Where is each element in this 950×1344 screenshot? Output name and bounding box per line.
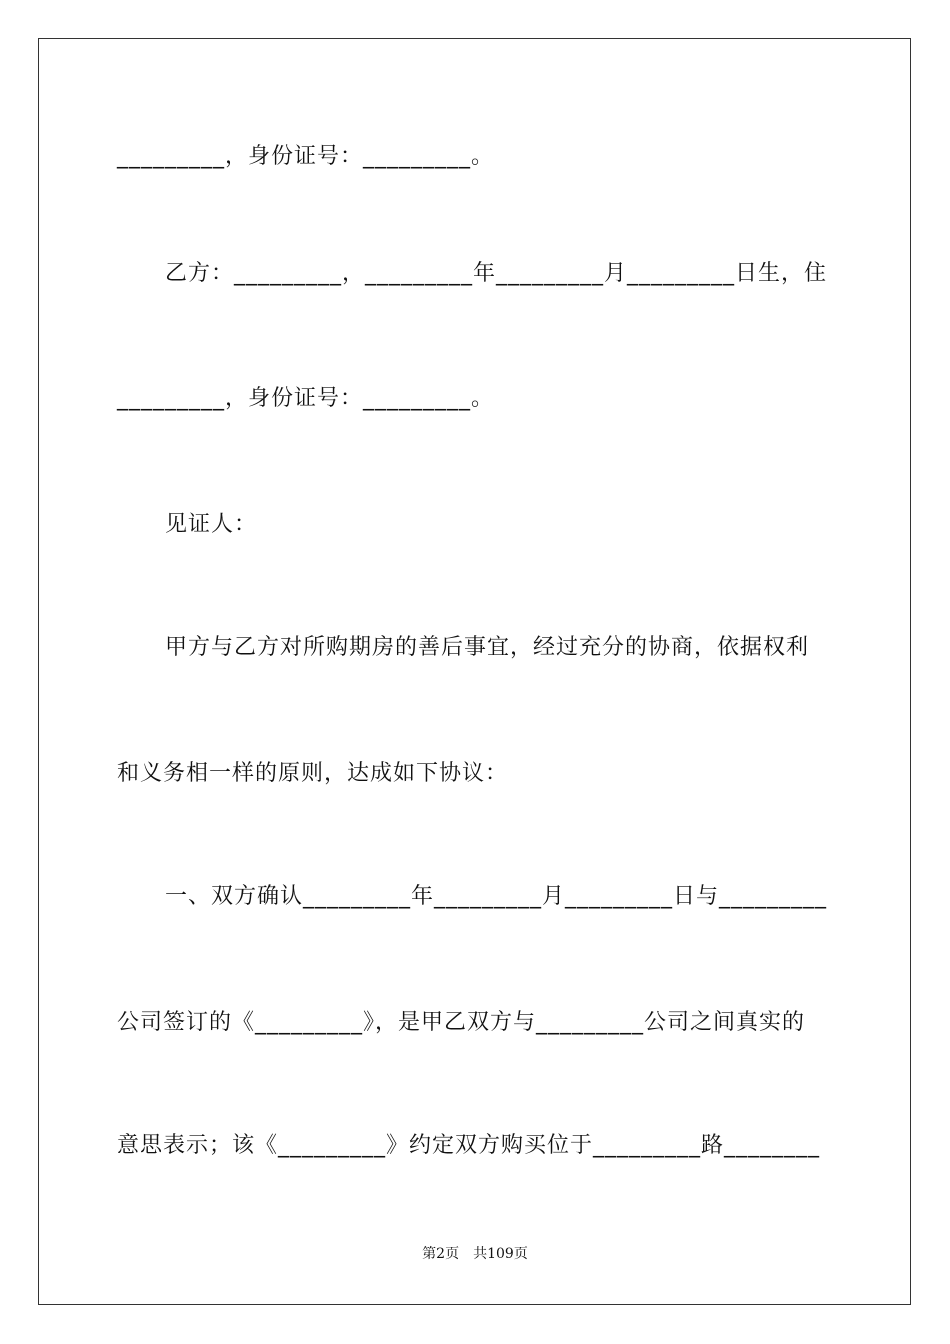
text-line-2-content: 乙方：_________，_________年_________月_________日生，住 [165,261,828,286]
text-line-4: 见证人： [165,512,258,537]
page-footer [0,1245,950,1263]
text-line-1: _________，身份证号：_________。 [117,144,495,169]
text-line-3: _________，身份证号：_________。 [117,386,495,411]
text-line-7: 一、双方确认_________年_________月_________日与_________ [165,884,828,909]
page-number: 第2页 [422,1246,460,1262]
text-line-8: 公司签订的《_________》，是甲乙双方与_________公司之间真实的 [117,1010,806,1035]
text-line-6: 和义务相一样的原则，达成如下协议： [117,761,509,786]
text-line-9: 意思表示；该《_________》约定双方购买位于_________路________ [117,1133,821,1158]
page-border [38,38,911,1305]
text-line-5: 甲方与乙方对所购期房的善后事宜，经过充分的协商，依据权利 [165,635,810,660]
text-line-2 [165,259,833,289]
page-total: 共109页 [473,1246,528,1262]
